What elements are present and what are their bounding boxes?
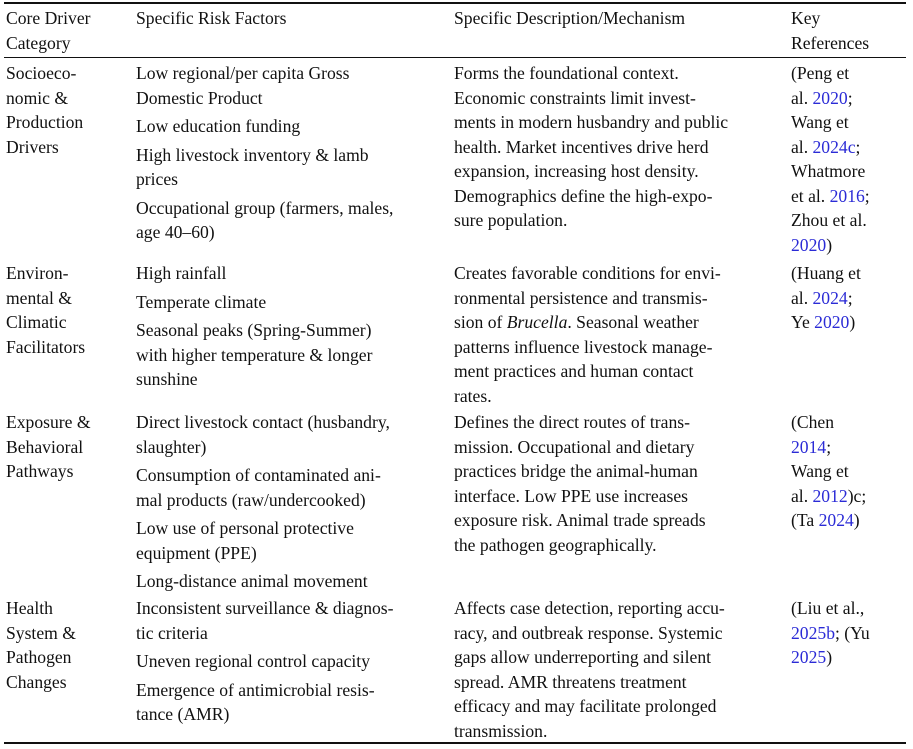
risk-factor: Temperate climate bbox=[136, 291, 267, 312]
header-description: Specific Description/Mechanism bbox=[454, 8, 686, 28]
citation-link[interactable]: 2020 bbox=[812, 87, 848, 108]
risk-factor: Direct livestock contact (husbandry, slaughter) bbox=[136, 412, 390, 457]
row-4-category: Health System & Pathogen Changes bbox=[6, 598, 76, 692]
risk-factor: Inconsistent surveillance & diagnos- tic criteria bbox=[136, 598, 394, 643]
header-category: Core Driver Category bbox=[6, 8, 91, 53]
row-1-factors bbox=[136, 61, 448, 249]
citation-link[interactable]: 2024 bbox=[818, 510, 854, 530]
risk-factor: Low use of personal protective equipment (PPE) bbox=[136, 518, 354, 563]
row-3-category: Exposure & Behavioral Pathways bbox=[6, 412, 91, 481]
citation-link[interactable]: 2025b bbox=[791, 622, 835, 643]
table-header-rule bbox=[4, 57, 906, 58]
risk-factor: Low regional/per capita Gross Domestic Product bbox=[136, 63, 350, 108]
risk-factor: Long-distance animal movement bbox=[136, 571, 368, 591]
row-1-description: Forms the foundational context. Economic constraints limit invest- ments in modern husbandry and public health. Market incentives drive herd expansion, increasing host density. Demographics define the high-expo- sure population. bbox=[454, 63, 729, 230]
row-2-references: (Huang et al. 2024; Ye 2020) bbox=[791, 263, 861, 332]
risk-factor: Low education funding bbox=[136, 116, 301, 136]
table-top-rule bbox=[4, 2, 906, 4]
row-4-description: Affects case detection, reporting accu- racy, and outbreak response. Systemic gaps allow underreporting and silent spread. AMR threatens treatment efficacy and may facilitate prolonged transmission. bbox=[454, 598, 725, 741]
citation-link[interactable]: 2012 bbox=[812, 485, 848, 506]
row-2-description: Creates favorable conditions for envi- ronmental persistence and transmis- sion of Brucella. Seasonal weather patterns influence livestock manage- ment practices and human contact rates. bbox=[454, 263, 721, 406]
row-2-factors bbox=[136, 261, 448, 396]
risk-factor: Emergence of antimicrobial resis- tance (AMR) bbox=[136, 679, 375, 724]
row-1-references: (Peng et al. 2020; Wang et al. 2024c; Whatmore et al. 2016; Zhou et al. 2020) bbox=[791, 63, 870, 255]
row-3-description: Defines the direct routes of trans- mission. Occupational and dietary practices bridge the animal-human interface. Low PPE use increases exposure risk. Animal trade spreads the pathogen geographically. bbox=[454, 412, 706, 555]
citation-link[interactable]: 2024c bbox=[812, 136, 856, 157]
risk-factor: High livestock inventory & lamb prices bbox=[136, 144, 369, 189]
header-factors: Specific Risk Factors bbox=[136, 8, 287, 28]
row-4-references: (Liu et al., 2025b; (Yu 2025) bbox=[791, 598, 870, 667]
citation-link[interactable]: 2014 bbox=[791, 436, 827, 457]
risk-factor: Occupational group (farmers, males, age 40–60) bbox=[136, 197, 394, 242]
row-1-category: Socioeco- nomic & Production Drivers bbox=[6, 63, 84, 157]
row-3-factors bbox=[136, 410, 448, 598]
risk-factor: Seasonal peaks (Spring-Summer) with higher temperature & longer sunshine bbox=[136, 320, 373, 389]
citation-link[interactable]: 2016 bbox=[829, 185, 865, 206]
row-2-category: Environ- mental & Climatic Facilitators bbox=[6, 263, 86, 357]
row-3-references: (Chen 2014; Wang et al. 2012)c; (Ta 2024) bbox=[791, 412, 867, 530]
risk-factor: Consumption of contaminated ani- mal products (raw/undercooked) bbox=[136, 465, 381, 510]
pathogen-name: Brucella bbox=[506, 312, 568, 332]
risk-factor: High rainfall bbox=[136, 263, 227, 283]
citation-link[interactable]: 2025 bbox=[791, 647, 827, 667]
row-4-factors bbox=[136, 596, 448, 731]
citation-link[interactable]: 2020 bbox=[814, 312, 850, 332]
citation-link[interactable]: 2024 bbox=[812, 287, 848, 308]
header-references: Key References bbox=[791, 8, 870, 53]
citation-link[interactable]: 2020 bbox=[791, 234, 827, 255]
risk-factor: Uneven regional control capacity bbox=[136, 651, 370, 671]
